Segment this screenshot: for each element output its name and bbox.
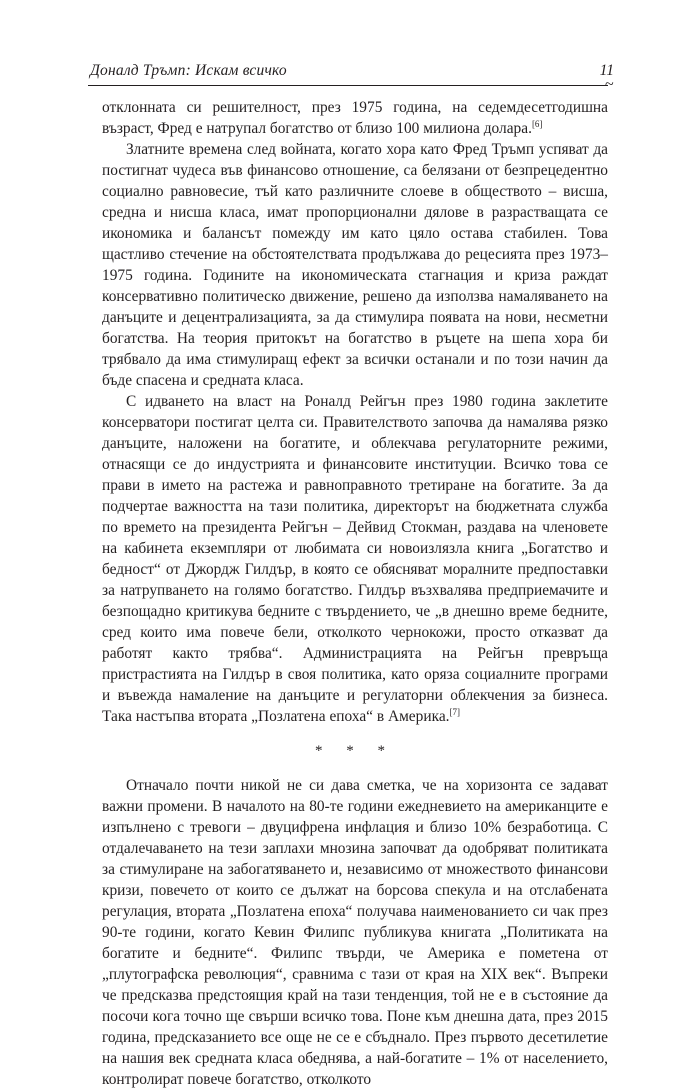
paragraph: [102, 391, 608, 727]
page-header: [90, 62, 614, 86]
header-flourish-ornament: ~: [605, 76, 614, 93]
paragraph: [102, 775, 608, 1090]
running-title: Доналд Тръмп: Искам всичко: [90, 62, 287, 79]
paragraph-text: Отначало почти никой не си дава сметка, че на хоризонта се задават важни промени. В началото на 80-те години ежедневието на американците е изпълнено с тревоги – двуцифрена инфлация и близо 10% безработица. С отдалечаването на тези заплахи мнозина започват да одобряват политиката за стимулиране на забогатяването и, независимо от множеството финансови кризи, повечето от които се дължат на борсова спекула и на отслабената регулация, втората „Позлатена епоха“ получава наименованието си чак през 90-те години, когато Кевин Филипс публикува книгата „Политиката на богатите и бедните“. Филипс твърди, че Америка е пометена от „плутографска революция“, сравнима с тази от края на XIX век“. Въпреки че предсказва предстоящия край на тази тенденция, той не е в състояние да посочи кога точно ще свърши всичко това. Поне към днешна дата, през 2015 година, предсказанието все още не се е сбъднало. През първото десетилетие на нашия век средната класа обеднява, а най-богатите – 1% от населението, контролират повече богатство, отколкото: [102, 777, 608, 1088]
paragraph-continuation: [102, 97, 608, 139]
body-text: [102, 97, 608, 1090]
paragraph: [102, 139, 608, 391]
paragraph-text: Златните времена след войната, когато хора като Фред Тръмп успяват да постигнат чудеса във финансово отношение, са белязани от безпрецедентно социално равновесие, тъй като различните слоеве в обществото – висша, средна и нисша класа, имат пропорционални дялове в разрастващата се икономика и балансът помежду им като цяло остава стабилен. Това щастливо стечение на обстоятелствата продължава до рецесията през 1973–1975 година. Годините на икономическата стагнация и криза раждат консервативно политическо движение, решено да използва намаляването на данъците и децентрализацията, за да стимулира появата на нови, несметни богатства. На теория притокът на богатство в ръцете на шепа хора би трябвало да има стимулиращ ефект за всички останали и по този начин да бъде спасена и средната класа.: [102, 141, 608, 389]
paragraph-text: С идването на власт на Роналд Рейгън през 1980 година заклетите консерватори постигат целта си. Правителството започва да намалява рязко данъците, наложени на богатите, и облекчава регулаторните режими, отнасящи се до индустрията и финансовите институции. Всичко това се прави в името на растежа и равноправното третиране на богатите. За да подчертае важността на тази политика, директорът на бюджетната служба по времето на президента Рейгън – Дейвид Стокман, раздава на членовете на кабинета екземпляри от любимата си новоизлязла книга „Богатство и бедност“ от Джордж Гилдър, в която се обясняват моралните предпоставки за натрупването на голямо богатство. Гилдър възхвалява предприемачите и безпощадно критикува бедните с твърдението, че „в днешно време бедните, сред които има повече бели, отколкото чернокожи, просто отказват да работят както трябва“. Администрацията на Рейгън превръща пристрастията на Гилдър в своя политика, като оряза социалните програми и въвежда намаление на данъците и регулаторни облекчения за бизнеса. Така настъпва втората „Позлатена епоха“ в Америка.: [102, 393, 608, 725]
footnote-marker: [7]: [449, 706, 460, 717]
page-number: 11: [599, 62, 614, 79]
footnote-marker: [6]: [531, 118, 543, 129]
header-rule: [88, 85, 608, 86]
paragraph-text: отклонната си решителност, през 1975 година, на седемдесетгодишна възраст, Фред е натрупал богатство от близо 100 милиона долара.: [102, 99, 608, 137]
section-separator: * * *: [315, 743, 395, 759]
